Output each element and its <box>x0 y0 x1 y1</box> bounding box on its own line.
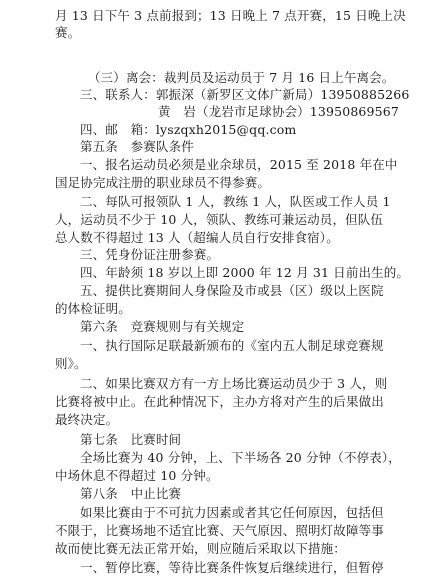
section-heading-7: 第七条 比赛时间 <box>80 432 182 447</box>
text-line-28: 不限于，比赛场地不适宜比赛、天气原因、照明灯故障等事 <box>55 523 384 538</box>
section-heading-8: 第八条 中止比赛 <box>80 486 182 501</box>
text-line-27: 如果比赛由于不可抗力因素或者其它任何原因，包括但 <box>80 505 384 520</box>
text-line-15: 五、提供比赛期间人身保险及市或县（区）级以上医院 <box>80 283 384 298</box>
text-line-2: 赛。 <box>55 25 81 40</box>
section-heading-6: 第六条 竞赛规则与有关规定 <box>80 319 245 334</box>
text-line-10: 二、每队可报领队 1 人，教练 1 人，队医或工作人员 1 <box>80 194 391 209</box>
text-line-20: 二、如果比赛双方有一方上场比赛运动员少于 3 人，则 <box>80 376 388 391</box>
text-line-14: 四、年龄须 18 岁以上即 2000 年 12 月 31 日前出生的。 <box>80 265 410 280</box>
text-line-21: 比赛将被中止。在此种情况下，主办方将对产生的后果做出 <box>55 394 384 409</box>
text-line-11: 人，运动员不少于 10 人，领队、教练可兼运动员，但队伍 <box>55 212 384 227</box>
text-line-5: 黄 岩（龙岩市足球协会）13950869567 <box>158 104 399 119</box>
text-line-25: 中场休息不得超过 10 分钟。 <box>55 468 219 483</box>
text-line-12: 总人数不得超过 13 人（超编人员自行安排食宿）。 <box>55 230 339 245</box>
section-heading-5: 第五条 参赛队条件 <box>80 139 194 154</box>
text-line-29: 故而使比赛无法正常开始，则应随后采取以下措施： <box>55 541 346 556</box>
text-line-4: 三、联系人：郭振深（新罗区文体广新局）13950885266 <box>80 87 410 102</box>
text-line-3: （三）离会：裁判员及运动员于 7 月 16 日上午离会。 <box>88 70 395 85</box>
text-line-9: 国足协完成注册的职业球员不得参赛。 <box>55 175 271 190</box>
text-line-8: 一、报名运动员必须是业余球员，2015 至 2018 年在中 <box>80 157 398 172</box>
text-line-6: 四、邮 箱：lyszqxh2015@qq.com <box>80 122 297 137</box>
text-line-19: 则》。 <box>55 356 87 371</box>
text-line-24: 全场比赛为 40 分钟，上、下半场各 20 分钟（不停表）， <box>80 450 401 465</box>
text-line-30: 一、暂停比赛，等待比赛条件恢复后继续进行，但暂停 <box>80 560 384 575</box>
text-line-16: 的体检证明。 <box>55 301 131 316</box>
text-line-22: 最终决定。 <box>55 412 119 427</box>
text-line-13: 三、凭身份证注册参赛。 <box>80 247 220 262</box>
text-line-1: 月 13 日下午 3 点前报到；13 日晚上 7 点开赛，15 日晚上决 <box>55 8 406 23</box>
text-line-18: 一、执行国际足联最新颁布的《室内五人制足球竞赛规 <box>80 338 384 353</box>
